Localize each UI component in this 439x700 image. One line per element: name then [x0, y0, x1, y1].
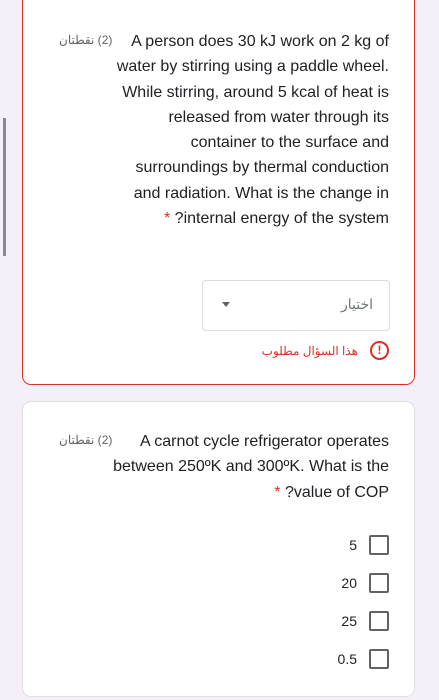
error-icon: !: [370, 341, 389, 360]
question-header-2: [48, 429, 389, 505]
option-label: 20: [341, 575, 357, 591]
question-card-1: [22, 0, 415, 385]
answer-dropdown[interactable]: [202, 280, 390, 331]
question-text-1: [112, 29, 389, 231]
required-error: [262, 341, 389, 360]
points-label-2: (2) نقطتان: [59, 433, 113, 447]
checkbox-icon[interactable]: [369, 611, 389, 631]
option-25[interactable]: [338, 602, 389, 640]
checkbox-options: [338, 526, 389, 678]
question-card-2: [22, 401, 415, 697]
left-scroll-indicator: [3, 118, 6, 256]
required-asterisk: *: [163, 210, 171, 228]
error-message: هذا السؤال مطلوب: [261, 343, 358, 358]
question-header-1: [48, 29, 389, 231]
option-0-5[interactable]: [338, 640, 389, 678]
points-label-1: (2) نقطتان: [59, 33, 113, 47]
option-label: 0.5: [337, 651, 357, 667]
dropdown-placeholder: اختيار: [340, 296, 373, 312]
question-2-body: A carnot cycle refrigerator operates between 250ºK and 300ºK. What is the value of COP?: [113, 433, 389, 501]
checkbox-icon[interactable]: [369, 649, 389, 669]
question-1-body: A person does 30 kJ work on 2 kg of water by stirring using a paddle wheel. While stirring, around 5 kcal of heat is released from water through its container to the surface and surroundings by thermal conduction and radiation. What is the change in internal energy of the system?: [116, 33, 389, 228]
option-label: 25: [341, 613, 357, 629]
option-20[interactable]: [338, 564, 389, 602]
required-asterisk: *: [274, 483, 281, 501]
checkbox-icon[interactable]: [369, 535, 389, 555]
dropdown-arrow-icon: [222, 302, 230, 307]
option-label: 5: [349, 537, 357, 553]
option-5[interactable]: [338, 526, 389, 564]
checkbox-icon[interactable]: [369, 573, 389, 593]
question-text-2: [112, 429, 389, 505]
